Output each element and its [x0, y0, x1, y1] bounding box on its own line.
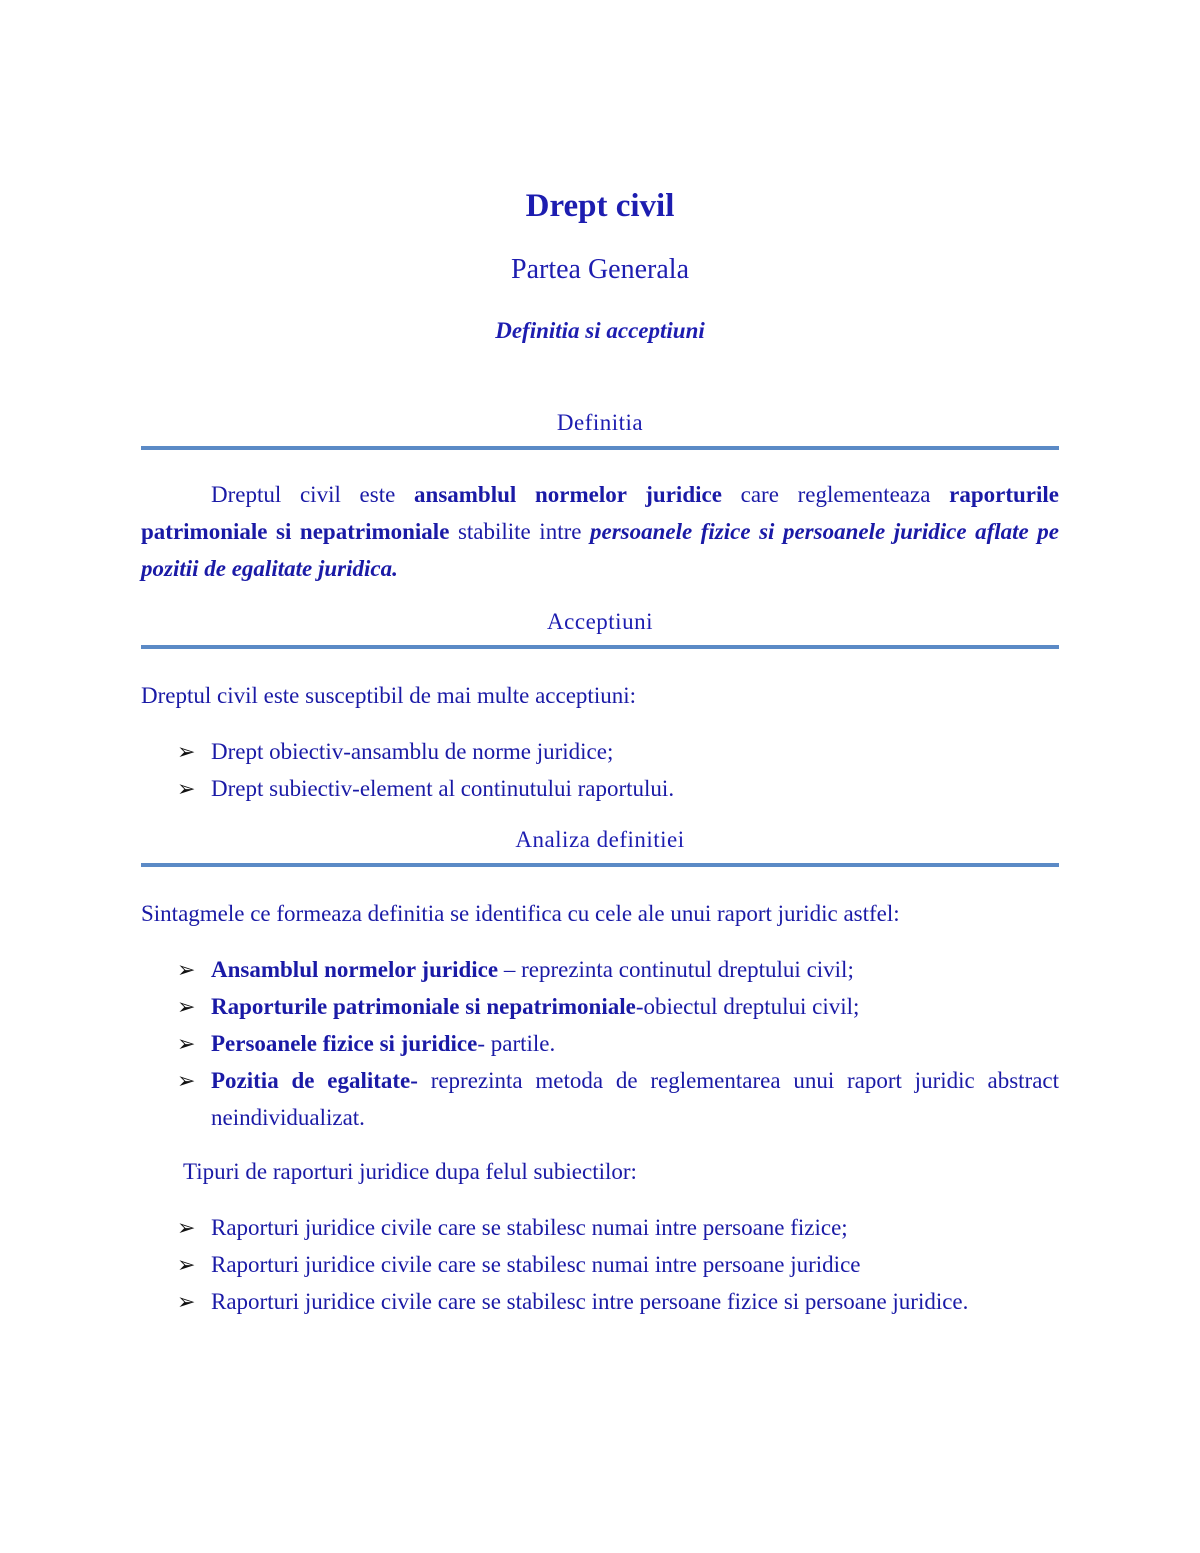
arrow-bullet-icon: ➢ [177, 776, 196, 801]
heading-analiza: Analiza definitiei [515, 827, 685, 852]
list-item [141, 1062, 1059, 1136]
list-item-text: reprezinta metoda de reglementarea unui raport juridic abstract neindividualizat. [211, 1068, 1059, 1130]
arrow-bullet-icon: ➢ [177, 957, 196, 982]
list-item-term: Ansamblul normelor juridice [211, 957, 499, 982]
document-subtitle: Partea Generala [511, 254, 689, 285]
list-item-term: Pozitia de egalitate- [211, 1068, 418, 1093]
definition-text: Dreptul civil este [211, 482, 415, 507]
arrow-bullet-icon: ➢ [177, 739, 196, 764]
list-item [141, 1209, 1059, 1246]
list-item [141, 1283, 1059, 1320]
definition-text: care reglementeaza [721, 482, 950, 507]
arrow-bullet-icon: ➢ [177, 994, 196, 1019]
arrow-bullet-icon: ➢ [177, 1252, 196, 1277]
heading-definitia: Definitia [556, 410, 644, 435]
types-list [141, 1209, 1059, 1320]
list-item [141, 770, 1059, 807]
analiza-list [141, 951, 1059, 1136]
definition-emphasis: ansamblul normelor juridice [414, 482, 722, 507]
list-item [141, 988, 1059, 1025]
list-item-text: Raporturi juridice civile care se stabilesc numai intre persoane juridice [211, 1252, 861, 1277]
definition-emphasis-italic: persoanele fizice si persoanele juridice aflate pe pozitii de egalitate juridica. [141, 519, 1059, 581]
list-item-term: Raporturile patrimoniale si nepatrimoniale [211, 994, 636, 1019]
list-item-text: – reprezinta continutul dreptului civil; [498, 957, 854, 982]
list-item-text: Raporturi juridice civile care se stabilesc numai intre persoane fizice; [211, 1215, 848, 1240]
acceptiuni-intro: Dreptul civil este susceptibil de mai multe acceptiuni: [141, 683, 636, 708]
list-item [141, 1246, 1059, 1283]
arrow-bullet-icon: ➢ [177, 1031, 196, 1056]
list-item-term: Persoanele fizice si juridice [211, 1031, 478, 1056]
list-item-text: Drept obiectiv-ansamblu de norme juridice; [211, 739, 614, 764]
arrow-bullet-icon: ➢ [177, 1215, 196, 1240]
types-intro: Tipuri de raporturi juridice dupa felul subiectilor: [183, 1159, 637, 1184]
list-item-text: Raporturi juridice civile care se stabilesc intre persoane fizice si persoane juridice. [211, 1289, 969, 1314]
document-title: Drept civil [525, 188, 675, 224]
definition-text: stabilite intre [449, 519, 590, 544]
section-divider [141, 446, 1059, 450]
list-item [141, 1025, 1059, 1062]
definition-emphasis: raporturile patrimoniale si nepatrimoniale [141, 482, 1059, 544]
acceptiuni-list [141, 733, 1059, 807]
list-item [141, 951, 1059, 988]
list-item-text: Drept subiectiv-element al continutului raportului. [211, 776, 675, 801]
list-item-text: -obiectul dreptului civil; [635, 994, 860, 1019]
arrow-bullet-icon: ➢ [177, 1068, 196, 1093]
arrow-bullet-icon: ➢ [177, 1289, 196, 1314]
section-divider [141, 645, 1059, 649]
heading-acceptiuni: Acceptiuni [547, 609, 653, 634]
definition-paragraph [141, 476, 1059, 587]
list-item-text: - partile. [477, 1031, 556, 1056]
list-item [141, 733, 1059, 770]
document-subsubtitle: Definitia si acceptiuni [495, 318, 705, 343]
section-divider [141, 863, 1059, 867]
analiza-intro: Sintagmele ce formeaza definitia se identifica cu cele ale unui raport juridic astfel: [141, 901, 900, 926]
